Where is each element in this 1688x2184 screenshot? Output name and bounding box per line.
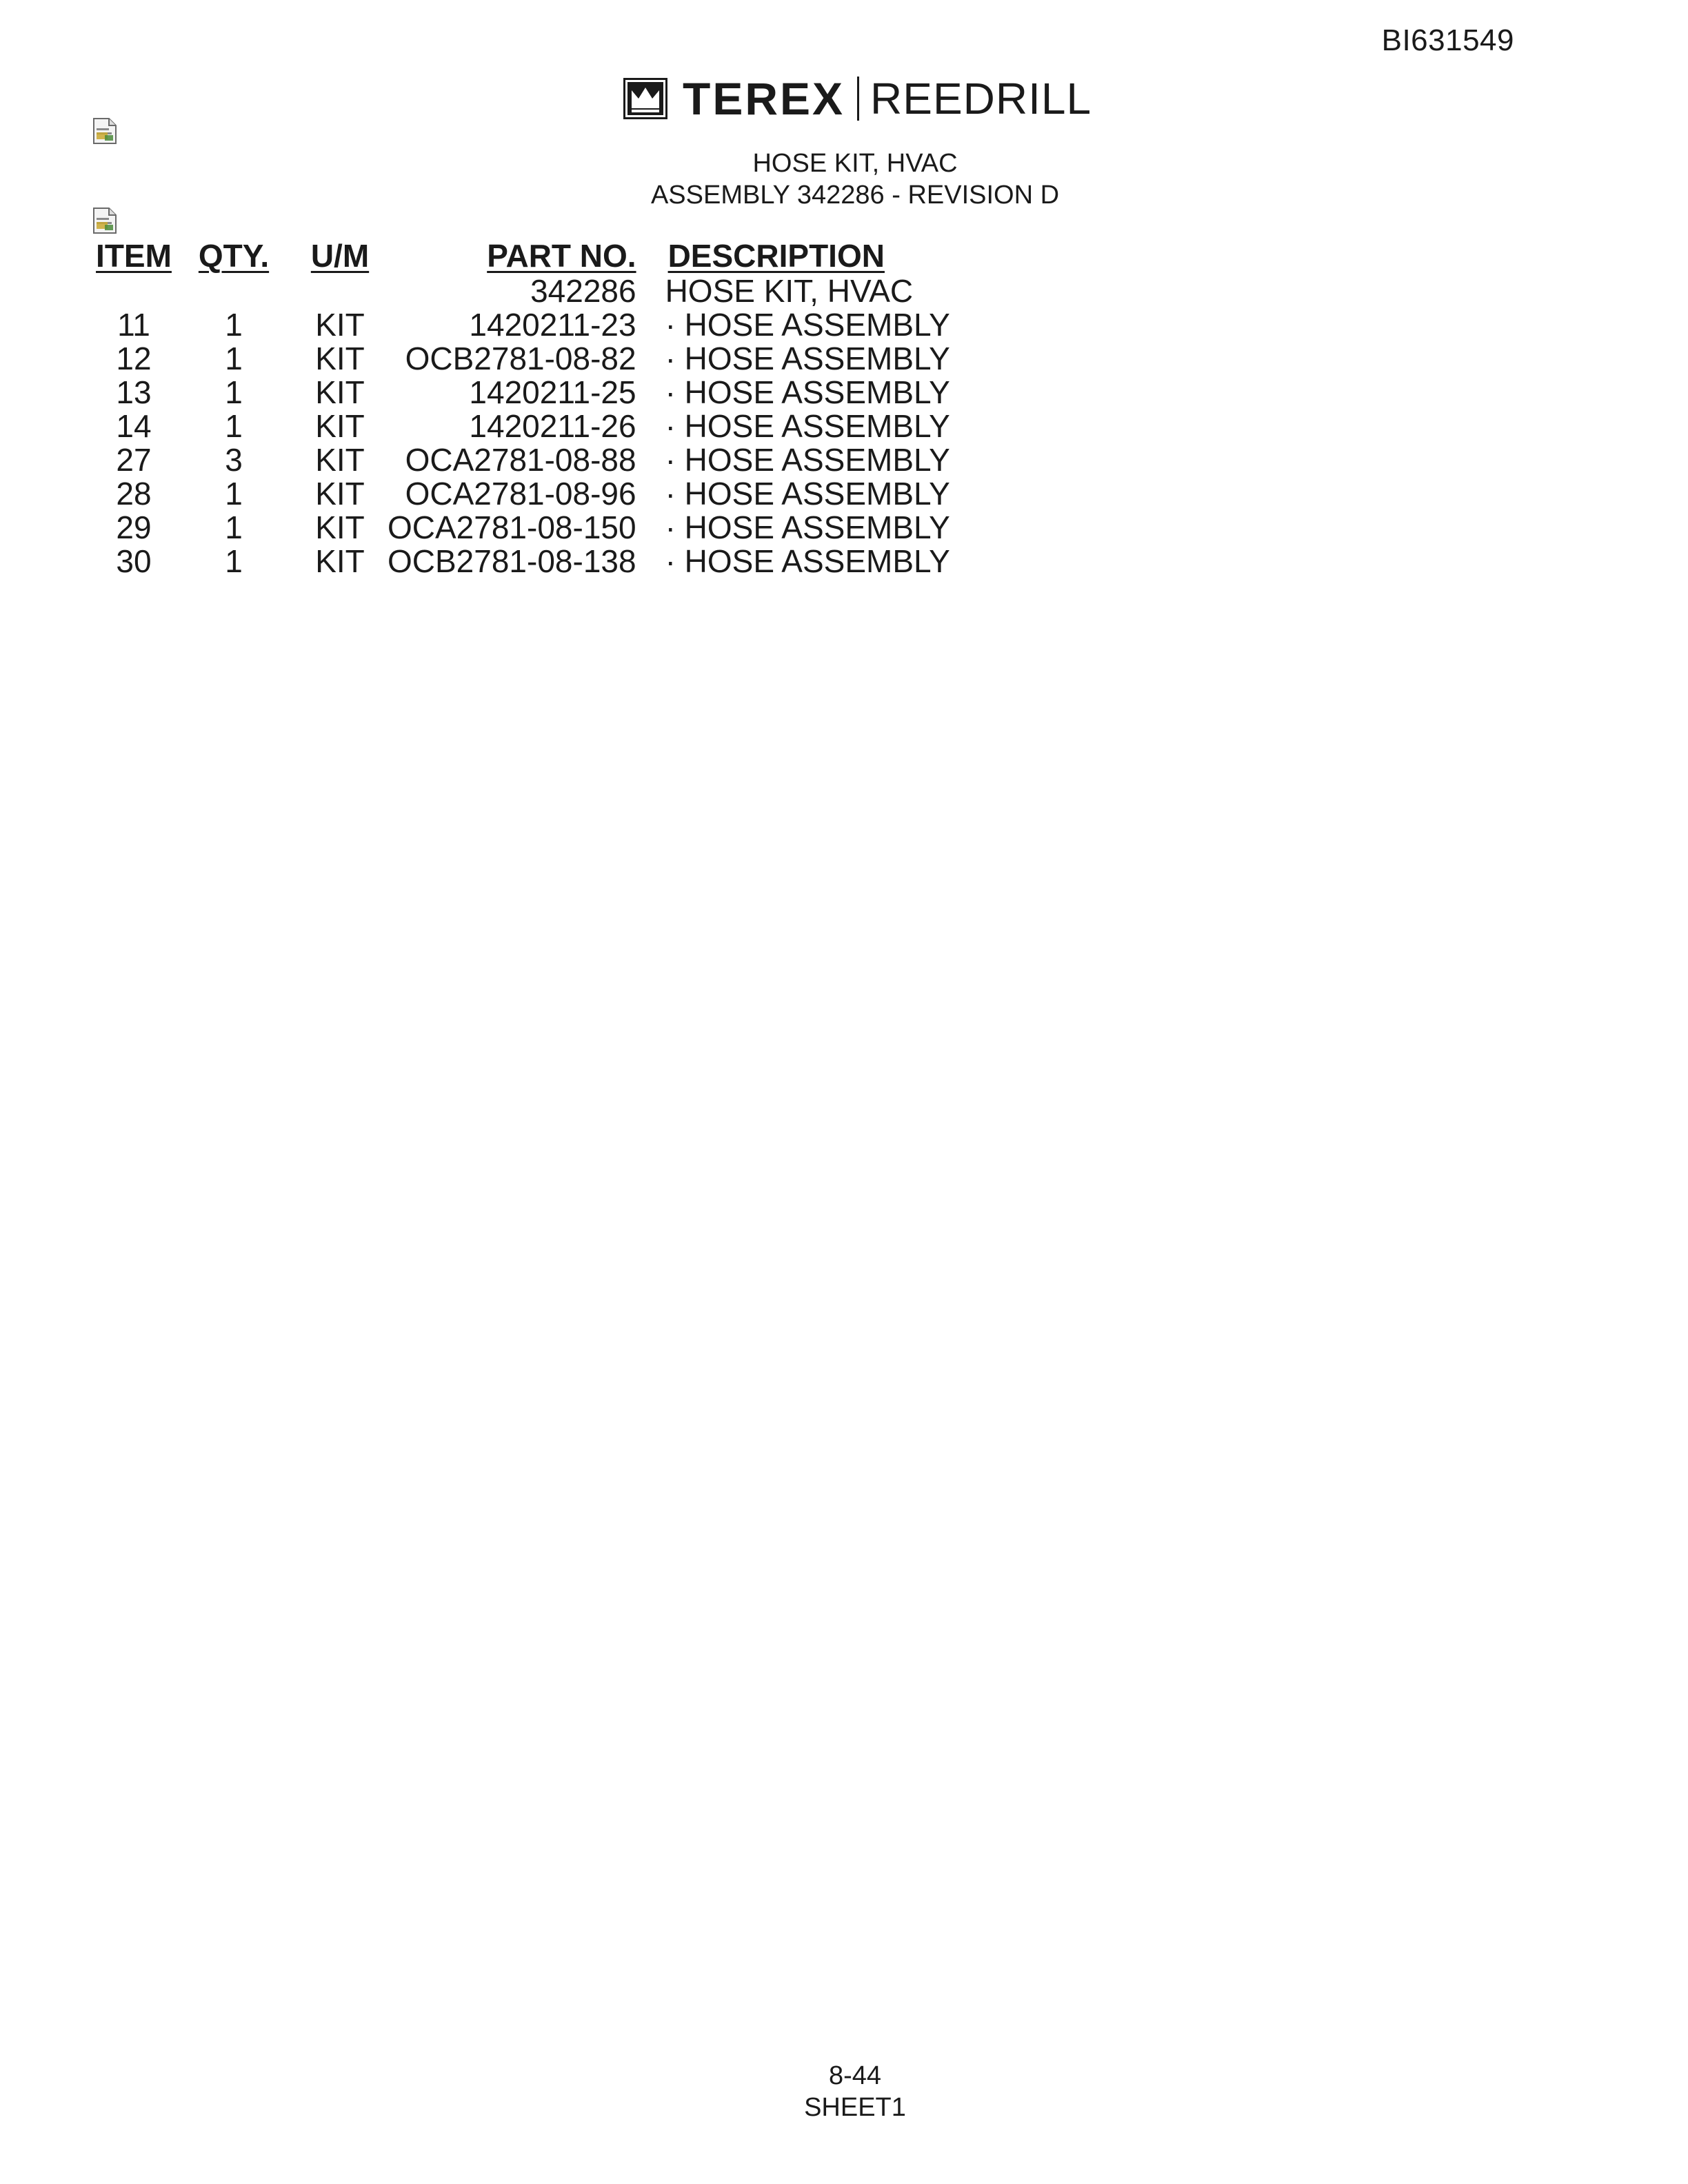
table-row [92,376,950,410]
cell-part-no: 1420211-23 [469,307,636,343]
cell-um: KIT [315,341,365,376]
cell-description: · HOSE ASSEMBLY [665,374,950,410]
header-um: U/M [310,237,370,274]
cell-um: KIT [315,307,365,343]
parts-list-table [92,237,950,578]
cell-item: 12 [116,341,152,376]
cell-um: KIT [315,442,365,478]
cell-qty: 1 [225,543,243,579]
table-row [92,274,950,308]
page-footer [0,2060,1688,2123]
cell-part-no: 1420211-25 [469,374,636,410]
cell-part-no: 1420211-26 [469,408,636,444]
header-item: ITEM [96,237,172,274]
cell-qty [175,274,292,308]
table-row [92,410,950,443]
cell-item: 27 [116,442,152,478]
document-subtitle: ASSEMBLY 342286 - REVISION D [650,181,1060,210]
cell-part-no: OCA2781-08-96 [405,476,636,512]
table-row [92,342,950,376]
document-icon[interactable] [92,117,117,145]
cell-qty: 3 [225,442,243,478]
cell-description: · HOSE ASSEMBLY [665,476,950,512]
table-row [92,443,950,477]
cell-um: KIT [315,408,365,444]
cell-description: · HOSE ASSEMBLY [665,442,950,478]
cell-qty: 1 [225,476,243,512]
cell-qty: 1 [225,408,243,444]
table-row [92,308,950,342]
cell-part-no: 342286 [530,273,636,309]
cell-item: 11 [117,307,150,343]
table-row [92,511,950,545]
cell-um: KIT [315,374,365,410]
cell-item: 13 [116,374,152,410]
cell-item: 29 [116,509,152,545]
cell-qty: 1 [225,307,243,343]
table-row [92,545,950,578]
terex-crown-logo-icon [623,78,667,119]
cell-um: KIT [315,543,365,579]
cell-description: · HOSE ASSEMBLY [665,341,950,376]
company-logo [623,74,1092,123]
document-id: BI631549 [1381,23,1514,57]
cell-description: · HOSE ASSEMBLY [665,543,950,579]
document-title: HOSE KIT, HVAC [752,149,958,178]
logo-brand-text: TEREX [683,73,845,124]
document-title-block [0,148,1688,211]
header-part-no: PART NO. [487,237,636,274]
cell-item: 14 [116,408,152,444]
cell-um [292,274,388,308]
cell-um: KIT [315,509,365,545]
cell-description: HOSE KIT, HVAC [665,273,914,309]
cell-item: 30 [116,543,152,579]
cell-part-no: OCA2781-08-88 [405,442,636,478]
cell-description: · HOSE ASSEMBLY [665,509,950,545]
cell-qty: 1 [225,341,243,376]
cell-qty: 1 [225,374,243,410]
header-qty: QTY. [198,237,270,274]
cell-um: KIT [315,476,365,512]
document-icon[interactable] [92,207,117,234]
cell-item [92,274,175,308]
logo-divider [857,77,859,121]
cell-description: · HOSE ASSEMBLY [665,307,950,343]
cell-qty: 1 [225,509,243,545]
table-header-row [92,237,950,274]
page-number: 8-44 [828,2061,882,2090]
cell-part-no: OCA2781-08-150 [388,509,636,545]
table-row [92,477,950,511]
logo-sub-brand-text: REEDRILL [870,74,1092,123]
cell-description: · HOSE ASSEMBLY [665,408,950,444]
cell-part-no: OCB2781-08-82 [405,341,636,376]
sheet-label: SHEET1 [804,2093,906,2122]
cell-item: 28 [116,476,152,512]
cell-part-no: OCB2781-08-138 [388,543,636,579]
header-description: DESCRIPTION [667,237,885,274]
